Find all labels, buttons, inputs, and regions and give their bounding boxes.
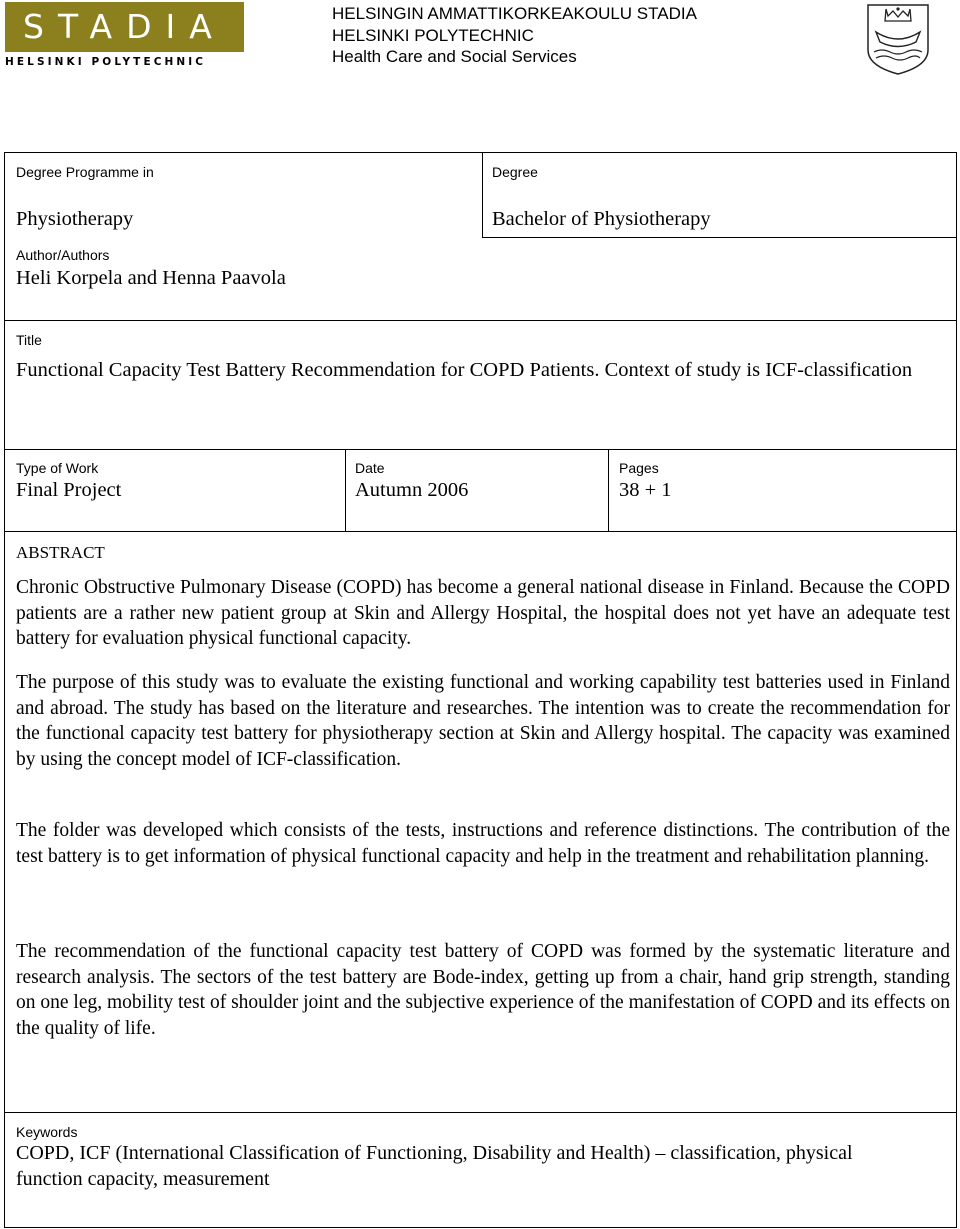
programme-label: Degree Programme in [16, 164, 154, 180]
divider [482, 237, 957, 238]
divider [5, 531, 956, 532]
authors-value: Heli Korpela and Henna Paavola [16, 267, 286, 289]
date-label: Date [355, 460, 385, 476]
institution-header [332, 3, 697, 68]
divider [5, 449, 956, 450]
divider [5, 320, 956, 321]
abstract-paragraph-2: The purpose of this study was to evaluate the existing functional and working capability test batteries used in Finland and abroad. The study has based on the literature and researches. The intention was to create the recommendation for the functional capacity test battery for physiotherapy section at Skin and Allergy hospital. The capacity was examined by using the concept model of ICF-classification. [16, 672, 950, 771]
logo-subtitle: HELSINKI POLYTECHNIC [5, 56, 207, 68]
type-of-work-value: Final Project [16, 479, 122, 501]
keywords-label: Keywords [16, 1124, 78, 1140]
keywords-value: COPD, ICF (International Classification of Functioning, Disability and Health) – classification, physical function capacity, measurement [16, 1142, 853, 1190]
abstract-paragraph-1: Chronic Obstructive Pulmonary Disease (COPD) has become a general national disease in Finland. Because the COPD patients are a rather new patient group at Skin and Allergy Hospital, the hospital does not yet have an adequate test battery for evaluation physical functional capacity. [16, 577, 950, 650]
institution-name-finnish: HELSINGIN AMMATTIKORKEAKOULU STADIA [332, 4, 697, 23]
divider [482, 153, 483, 237]
abstract-paragraph-4: The recommendation of the functional capacity test battery of COPD was formed by the systematic literature and research analysis. The sectors of the test battery are Bode-index, getting up from a chair, hand grip strength, standing on one leg, mobility test of shoulder joint and the subjective experience of the manifestation of COPD and its effects on the quality of life. [16, 941, 950, 1040]
pages-value: 38 + 1 [619, 479, 672, 501]
programme-value: Physiotherapy [16, 208, 134, 230]
title-label: Title [16, 332, 42, 348]
divider [608, 449, 609, 531]
helsinki-coat-of-arms-icon [866, 2, 930, 76]
degree-value: Bachelor of Physiotherapy [492, 208, 711, 230]
stadia-logo [5, 2, 244, 76]
institution-name-english: HELSINKI POLYTECHNIC [332, 25, 534, 45]
institution-department: Health Care and Social Services [332, 47, 577, 66]
type-of-work-label: Type of Work [16, 460, 99, 476]
abstract-paragraph-3: The folder was developed which consists of the tests, instructions and reference distinctions. The contribution of the test battery is to get information of physical functional capacity and help in the treatment and rehabilitation planning. [16, 820, 950, 867]
degree-label: Degree [492, 164, 538, 180]
abstract-heading: ABSTRACT [16, 543, 105, 562]
authors-label: Author/Authors [16, 247, 110, 263]
logo-wordmark: STADIA [5, 2, 244, 52]
date-value: Autumn 2006 [355, 479, 469, 501]
pages-label: Pages [619, 460, 659, 476]
divider [345, 449, 346, 531]
title-value: Functional Capacity Test Battery Recommendation for COPD Patients. Context of study is ICF-classification [16, 359, 913, 381]
divider [5, 1112, 956, 1113]
thesis-abstract-form [4, 152, 957, 1228]
